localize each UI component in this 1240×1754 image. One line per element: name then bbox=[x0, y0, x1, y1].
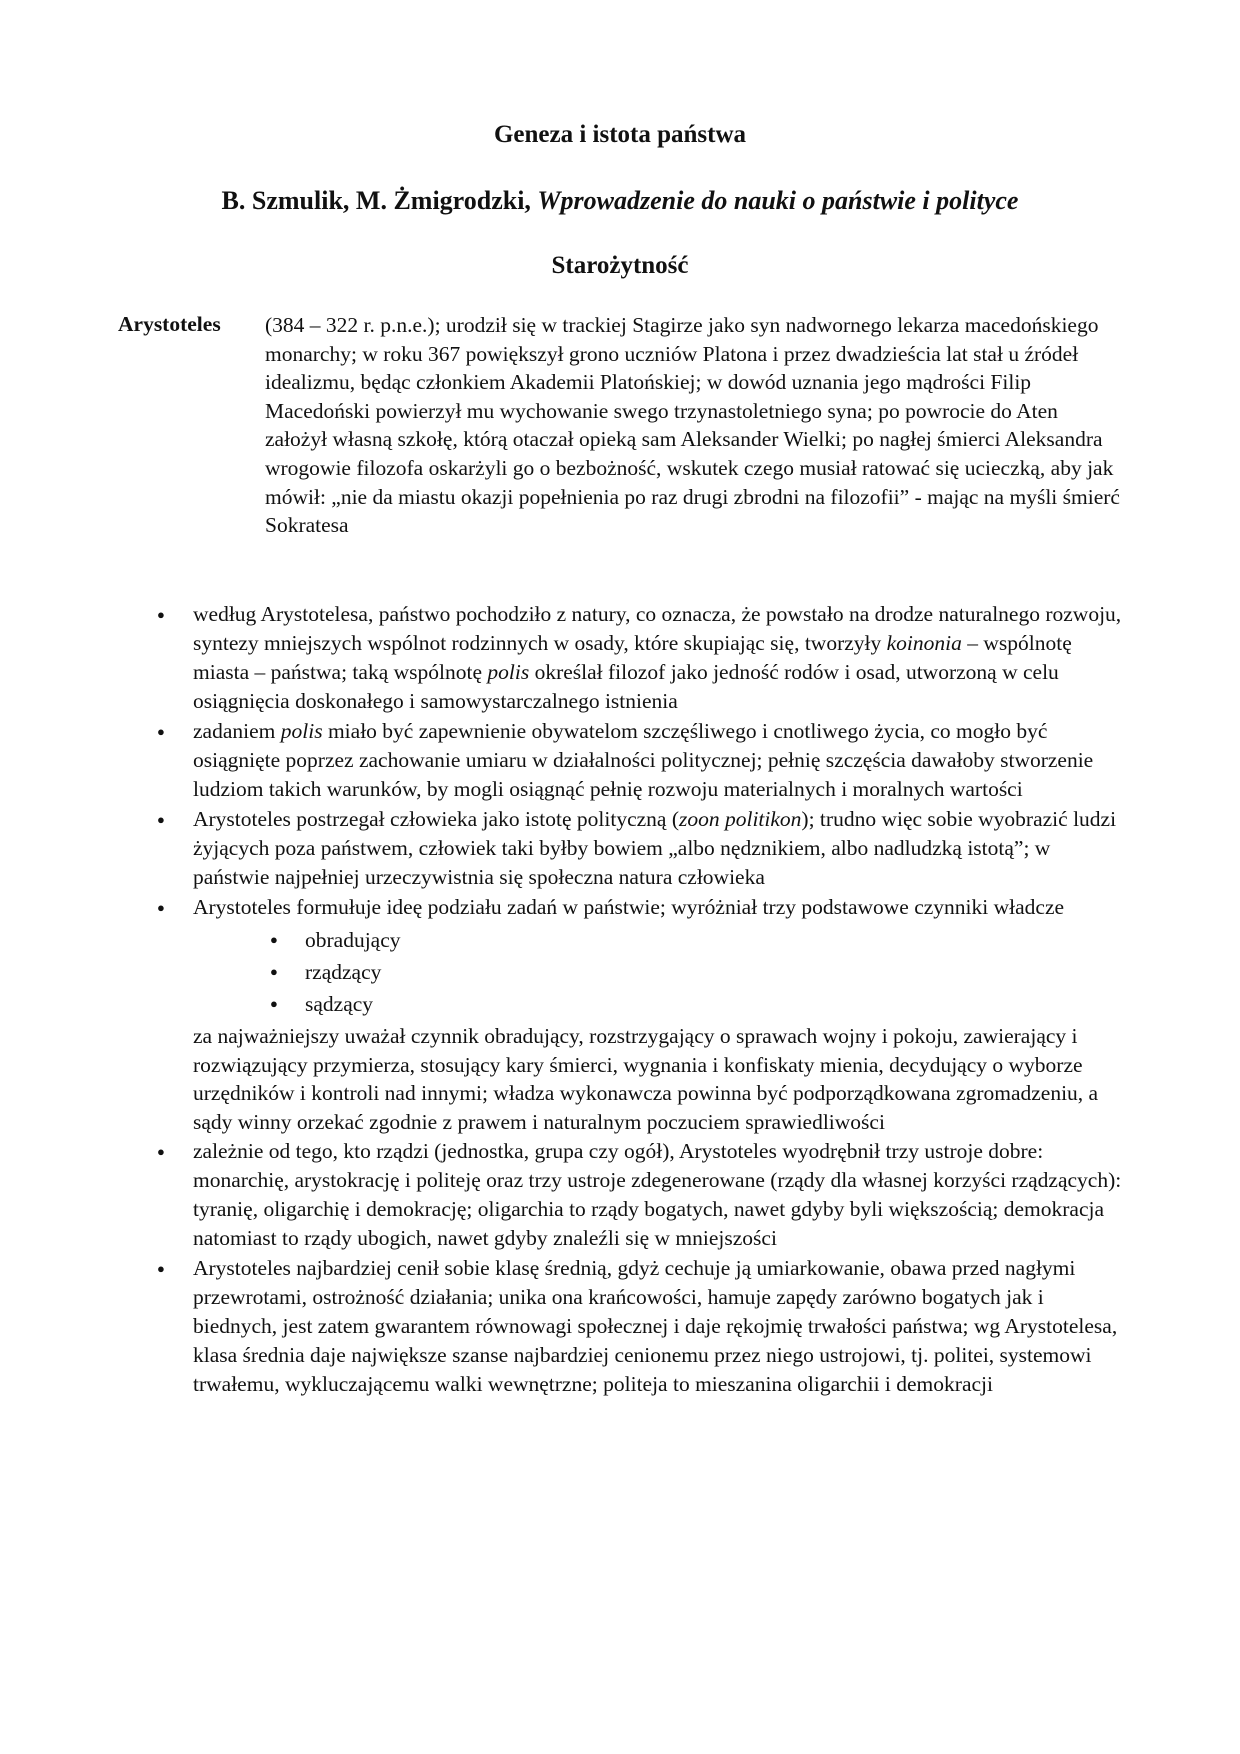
sub-list-item: ● rządzący bbox=[193, 956, 1130, 988]
document-title: Geneza i istota państwa bbox=[493, 121, 747, 148]
bio-label: Arystoteles bbox=[118, 312, 221, 336]
item-text: zadaniem bbox=[193, 719, 281, 743]
item-text: Arystoteles najbardziej cenił sobie klasę średnią, gdyż cechuje ją umiarkowanie, obawa przed nagłymi przewrotami, ostrożność działania; unika ona krańcowości, hamuje zapędy zarówno bogatych jak i biednych, jest zatem gwarantem równowagi społecznej i daje rękojmię trwałości państwa; wg Arystotelesa, klasa średnia daje największe szanse najbardziej cenionemu przez niego ustrojowi, tj. politei, systemowi trwałemu, wykluczającemu walki wewnętrzne; politeja to mieszanina oligarchii i demokracji bbox=[193, 1256, 1118, 1397]
item-text: zależnie od tego, kto rządzi (jednostka, grupa czy ogół), Arystoteles wyodrębnił trzy ustroje dobre: monarchię, arystokrację i politeję oraz trzy ustroje zdegenerowane (rządy dla własnej korzyści rządzących): tyranię, oligarchię i demokrację; oligarchia to rządy bogatych, nawet gdyby byli większością; demokracja natomiast to rządy ubogich, nawet gdyby znaleźli się w mniejszości bbox=[193, 1139, 1122, 1251]
bullet-list bbox=[150, 600, 1130, 1399]
item-text: miało być zapewnienie obywatelom szczęśliwego i cnotliwego życia, co mogło być osiągnięte poprzez zachowanie umiaru w działalności politycznej; pełnię szczęścia dawałoby stworzenie ludziom takich warunków, by mogli osiągnąć pełnię rozwoju materialnych i moralnych wartości bbox=[193, 719, 1094, 801]
item-text: określał filozof jako jedność rodów i osad, utworzoną w celu osiągnięcia doskonałego i samowystarczalnego istnienia bbox=[193, 660, 1059, 713]
source-reference bbox=[0, 186, 1240, 216]
term-zoon-politikon: zoon politikon bbox=[678, 807, 802, 831]
sub-list-item: ● obradujący bbox=[193, 924, 1130, 956]
source-book-title: Wprowadzenie do nauki o państwie i polityce bbox=[537, 186, 1019, 215]
term-koinonia: koinonia bbox=[886, 631, 962, 655]
source-authors: B. Szmulik, M. Żmigrodzki, bbox=[221, 186, 531, 215]
term-polis: polis bbox=[280, 719, 323, 743]
term-polis: polis bbox=[487, 660, 530, 684]
item-text: Arystoteles formułuje ideę podziału zadań w państwie; wyróżniał trzy podstawowe czynniki władcze bbox=[193, 895, 1065, 919]
item-text: ); trudno więc sobie wyobrazić ludzi żyjących poza państwem, człowiek taki byłby bowiem „albo nędznikiem, albo nadludzką istotą”; w państwie najpełniej urzeczywistnia się społeczna natura człowieka bbox=[193, 807, 1117, 889]
item-text: według Arystotelesa, państwo pochodziło z natury, co oznacza, że powstało na drodze naturalnego rozwoju, syntezy mniejszych wspólnot rodzinnych w osady, które skupiając się, tworzyły bbox=[193, 602, 1122, 655]
item-text: – wspólnotę miasta – państwa; taką wspólnotę bbox=[193, 631, 1072, 684]
bio-text: (384 – 322 r. p.n.e.); urodził się w trackiej Stagirze jako syn nadwornego lekarza macedońskiego monarchy; w roku 367 powiększył grono uczniów Platona i przez dwadzieścia lat stał u źródeł idealizmu, będąc członkiem Akademii Platońskiej; w dowód uznania jego mądrości Filip Macedoński powierzył mu wychowanie swego trzynastoletniego syna; po powrocie do Aten założył własną szkołę, którą otaczał opieką sam Aleksander Wielki; po nagłej śmierci Aleksandra wrogowie filozofa oskarżyli go o bezbożność, wskutek czego musiał ratować się ucieczką, aby jak mówił: „nie da miastu okazji popełnienia po raz drugi zbrodni na filozofii” - mając na myśli śmierć Sokratesa bbox=[265, 313, 1120, 538]
list-item bbox=[150, 717, 1130, 804]
sub-list bbox=[193, 924, 1130, 1020]
list-item bbox=[150, 805, 1130, 892]
sub-list-item: ● sądzący bbox=[193, 988, 1130, 1020]
list-item bbox=[150, 1254, 1130, 1399]
item-text: Arystoteles postrzegał człowieka jako istotę polityczną ( bbox=[193, 807, 679, 831]
item-continuation: za najważniejszy uważał czynnik obradujący, rozstrzygający o sprawach wojny i pokoju, zawierający i rozwiązujący przymierza, stosujący kary śmierci, wygnania i konfiskaty mienia, decydujący o wyborze urzędników i kontroli nad innymi; władza wykonawcza powinna być podporządkowana zgromadzeniu, a sądy winny orzekać zgodnie z prawem i naturalnym poczuciem sprawiedliwości bbox=[193, 1024, 1099, 1134]
list-item bbox=[150, 893, 1130, 1136]
list-item bbox=[150, 600, 1130, 716]
section-heading: Starożytność bbox=[551, 252, 689, 279]
list-item bbox=[150, 1137, 1130, 1253]
